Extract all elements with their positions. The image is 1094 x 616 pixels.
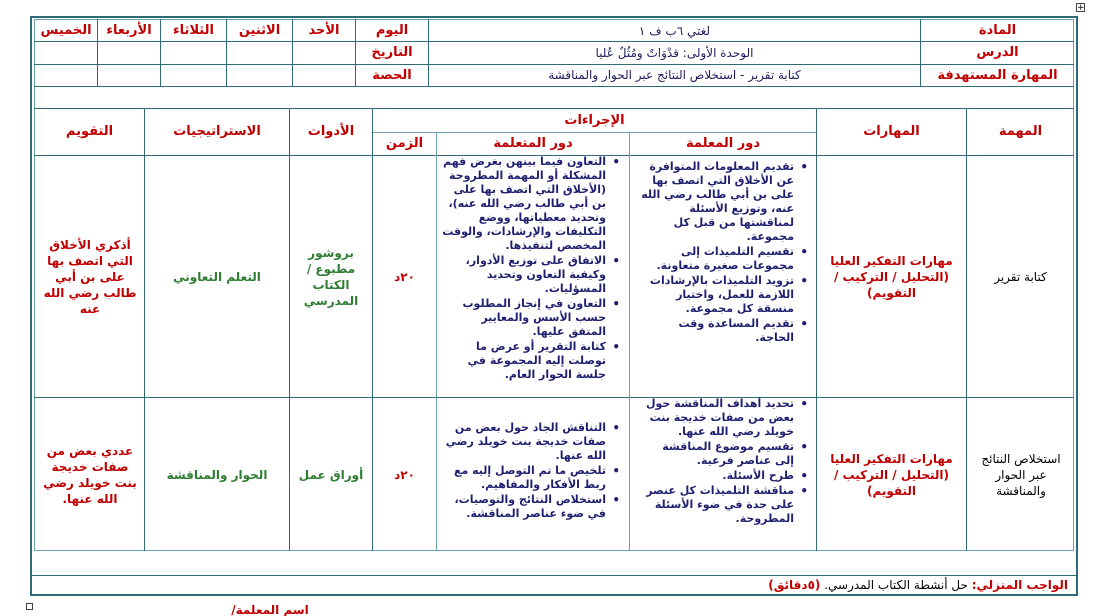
col-evaluation: التقويم bbox=[65, 124, 114, 139]
row2-tools: أوراق عمل bbox=[298, 467, 364, 482]
row1-strategy: التعلم التعاوني bbox=[173, 269, 261, 284]
col-strategies: الاستراتيجيات bbox=[173, 124, 261, 139]
skill-label: المهارة المستهدفة bbox=[937, 68, 1058, 83]
row1-tools: بروشور مطبوع / الكتاب المدرسي bbox=[303, 245, 359, 308]
resize-handle[interactable] bbox=[26, 603, 33, 610]
homework-row bbox=[34, 576, 1072, 594]
homework-time: (٥دقائق) bbox=[768, 578, 821, 592]
row1-teacher-role bbox=[640, 160, 810, 395]
list-item: • التناقش الجاد حول بعض من صفات خديجة بنت خويلد رضي الله عنها. bbox=[442, 421, 606, 463]
row2-task: استخلاص النتائج عبر الحوار والمناقشة bbox=[981, 451, 1061, 498]
day-label: اليوم bbox=[375, 23, 409, 38]
day-sunday: الأحد bbox=[308, 23, 340, 38]
row2-strategy: الحوار والمناقشة bbox=[166, 467, 268, 482]
row1-evaluation: أذكري الأخلاق التي اتصف بها على بن أبي طالب رضي الله عنه bbox=[43, 237, 137, 316]
list-item: • التعاون فيما بينهن بغرض فهم المشكلة أو المهمة المطروحة (الأخلاق التي اتصف بها على بن أبي طالب رضي الله عنه)، وتحديد معطياتها، ووضع التكليفات والإرشادات، والوقت المخصص لتنفيذها. bbox=[442, 155, 606, 253]
row1-student-role bbox=[442, 155, 622, 395]
list-item: • تقسيم التلميذات إلى مجموعات صغيرة متعاونة. bbox=[640, 245, 794, 273]
list-item: • التعاون في إنجاز المطلوب حسب الأسس والمعايير المتفق عليها. bbox=[442, 297, 606, 339]
list-item: • مناقشة التلميذات كل عنصر على حدة في ضوء الأسئلة المطروحة. bbox=[640, 484, 794, 526]
row2-time: ٢٠د bbox=[394, 467, 415, 482]
list-item: • تحديد أهداف المناقشة حول بعض من صفات خديجة بنت خويلد رضي الله عنها. bbox=[640, 397, 794, 439]
col-student-role: دور المتعلمة bbox=[493, 136, 573, 151]
list-item: • كتابة التقرير أو عرض ما توصلت إليه المجموعة في جلسة الحوار العام. bbox=[442, 340, 606, 382]
row2-evaluation: عددي بعض من صفات خديجة بنت خويلد رضي الله عنها. bbox=[43, 443, 137, 506]
table-move-handle[interactable]: + bbox=[1077, 3, 1085, 13]
lesson-value: الوحدة الأولى: قدْوَاتٌ ومُثُلٌ عُليا bbox=[595, 46, 754, 60]
teacher-name-label: اسم المعلمة/ bbox=[231, 603, 309, 616]
row1-time: ٢٠د bbox=[394, 269, 415, 284]
subject-value: لغتي ٦ب ف ١ bbox=[638, 24, 711, 38]
list-item: • استخلاص النتائج والتوصيات، في ضوء عناصر المناقشة. bbox=[442, 493, 606, 521]
row1-skills: مهارات التفكير العليا (التحليل / التركيب / التقويم) bbox=[830, 253, 953, 300]
period-label: الحصة bbox=[372, 68, 412, 83]
date-label: التاريخ bbox=[371, 45, 413, 60]
subject-label: المادة bbox=[978, 23, 1017, 38]
day-tuesday: الثلاثاء bbox=[173, 23, 214, 38]
day-wednesday: الأربعاء bbox=[106, 23, 152, 38]
list-item: • تقديم المعلومات المتوافرة عن الأخلاق التي اتصف بها على بن أبي طالب رضي الله عنه، وتوزيع الأسئلة لمناقشتها من قبل كل مجموعة. bbox=[640, 160, 794, 244]
row2-skills: مهارات التفكير العليا (التحليل / التركيب / التقويم) bbox=[830, 451, 953, 498]
row1-task: كتابة تقرير bbox=[994, 269, 1047, 284]
day-monday: الاثنين bbox=[238, 23, 281, 38]
row2-teacher-role bbox=[640, 397, 810, 551]
homework-label: الواجب المنزلي: bbox=[971, 578, 1068, 592]
col-task: المهمة bbox=[998, 124, 1043, 139]
lesson-label: الدرس bbox=[976, 45, 1019, 60]
list-item: • تقسيم موضوع المناقشة إلى عناصر فرعية. bbox=[640, 440, 794, 468]
row2-student-role bbox=[442, 421, 622, 549]
list-item: • طرح الأسئلة. bbox=[640, 469, 794, 483]
col-tools: الأدوات bbox=[307, 124, 355, 139]
col-procedures: الإجراءات bbox=[564, 113, 625, 128]
list-item: • تلخيص ما تم التوصل إليه مع ربط الأفكار والمفاهيم. bbox=[442, 464, 606, 492]
homework-text: حل أنشطة الكتاب المدرسي. bbox=[824, 578, 968, 592]
day-thursday: الخميس bbox=[40, 23, 92, 38]
skill-value: كتابة تقرير - استخلاص النتائج عبر الحوار والمناقشة bbox=[548, 68, 801, 82]
list-item: • الاتفاق على توزيع الأدوار، وكيفية التعاون وتحديد المسؤليات. bbox=[442, 254, 606, 296]
list-item: • تزويد التلميذات بالإرشادات اللازمة للعمل، واختيار منسقة كل مجموعة. bbox=[640, 274, 794, 316]
list-item: • تقديم المساعدة وقت الحاجة. bbox=[640, 317, 794, 345]
col-teacher-role: دور المعلمة bbox=[685, 136, 761, 151]
col-time: الزمن bbox=[385, 136, 424, 151]
col-skills: المهارات bbox=[863, 124, 920, 139]
